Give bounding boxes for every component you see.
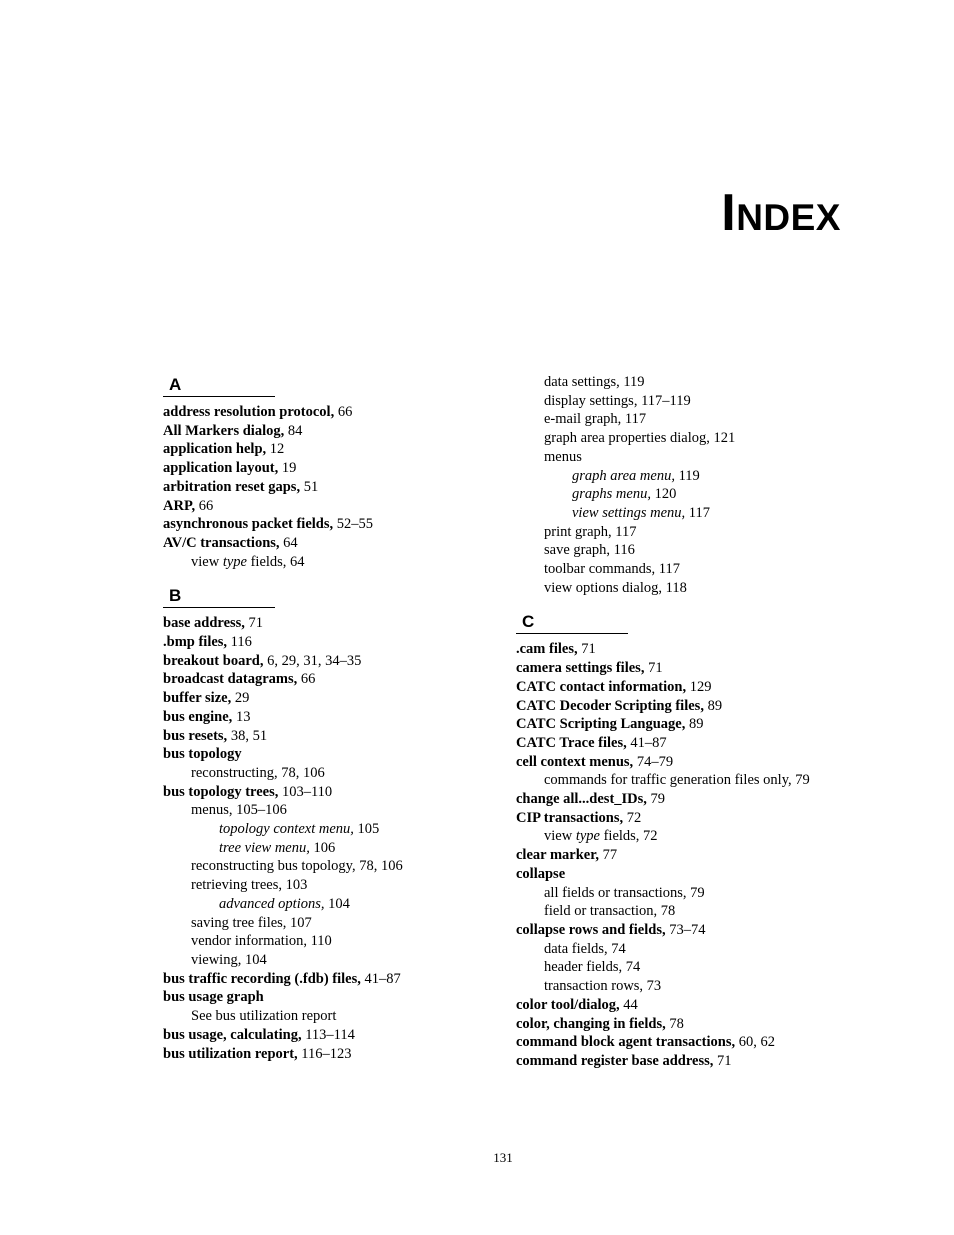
index-entry — [163, 914, 403, 933]
entry-term: header fields, 74 — [544, 959, 641, 976]
entry-pages: 41–87 — [360, 970, 401, 987]
index-entry — [163, 1007, 403, 1026]
entry-pages: 79 — [646, 791, 666, 808]
entry-term: display settings, 117–119 — [544, 392, 691, 409]
index-entry — [163, 478, 403, 497]
entry-pages: 106 — [309, 839, 336, 856]
entry-term: menus — [544, 448, 582, 465]
index-entry — [516, 678, 810, 697]
entry-pages: 71 — [577, 641, 596, 658]
entry-term: tree view menu, — [219, 839, 310, 856]
entry-pages: 29 — [231, 690, 250, 707]
entry-pages: 41–87 — [626, 734, 667, 751]
index-letter-heading: C — [516, 610, 628, 634]
index-entry — [516, 504, 810, 523]
index-entry — [163, 857, 403, 876]
entry-term: collapse — [516, 865, 566, 882]
entry-pages: 73–74 — [665, 921, 706, 938]
index-entry — [516, 715, 810, 734]
entry-term: ARP, — [163, 497, 196, 514]
index-entry — [163, 459, 403, 478]
index-entry — [516, 640, 810, 659]
entry-term: bus topology — [163, 746, 242, 763]
index-entry — [516, 884, 810, 903]
index-entry — [163, 727, 403, 746]
index-entry — [516, 697, 810, 716]
index-entry — [516, 902, 810, 921]
entry-term: color, changing in fields, — [516, 1015, 666, 1032]
index-entry — [163, 689, 403, 708]
entry-pages: 51 — [300, 478, 319, 495]
index-entry — [163, 895, 403, 914]
page-title-rest: NDEX — [736, 197, 841, 238]
entry-pages: 66 — [334, 404, 353, 420]
index-entry — [516, 996, 810, 1015]
index-entry — [163, 820, 403, 839]
index-entry — [163, 708, 403, 727]
index-entry — [516, 809, 810, 828]
entry-term: bus traffic recording (.fdb) files, — [163, 970, 361, 987]
entry-term: transaction rows, 73 — [544, 978, 662, 995]
index-entry — [516, 921, 810, 940]
entry-term: asynchronous packet fields, — [163, 516, 334, 533]
entry-term: vendor information, 110 — [191, 933, 332, 950]
entry-term: command block agent transactions, — [516, 1034, 736, 1051]
entry-term: arbitration reset gaps, — [163, 478, 301, 495]
entry-term: .bmp files, — [163, 634, 228, 651]
entry-term: saving tree files, 107 — [191, 914, 312, 931]
entry-pages: 104 — [324, 895, 350, 912]
entry-term: All Markers dialog, — [163, 422, 285, 439]
entry-term: data fields, 74 — [544, 940, 626, 957]
entry-term: command register base address, — [516, 1052, 714, 1069]
entry-term: view settings menu, — [572, 504, 686, 521]
index-entry — [516, 485, 810, 504]
index-entry — [516, 865, 810, 884]
entry-pages: 120 — [650, 486, 677, 503]
index-entry — [163, 614, 403, 633]
index-entry — [516, 410, 810, 429]
entry-pages: 113–114 — [301, 1026, 355, 1043]
entry-term: CATC Scripting Language, — [516, 716, 686, 733]
entry-term: graphs menu, — [572, 486, 651, 503]
entry-term: broadcast datagrams, — [163, 671, 298, 688]
index-entry — [163, 932, 403, 951]
index-entry — [163, 515, 403, 534]
entry-pages: 116 — [227, 634, 252, 651]
page-title-initial: I — [721, 184, 737, 242]
entry-term: base address, — [163, 615, 245, 632]
index-column-right — [516, 373, 810, 1071]
entry-term: viewing, 104 — [191, 951, 267, 968]
index-entry — [163, 497, 403, 516]
entry-term: all fields or transactions, 79 — [544, 884, 705, 901]
entry-term: retrieving trees, 103 — [191, 877, 308, 894]
entry-text: fields, 64 — [246, 553, 305, 570]
section-gap — [516, 597, 810, 610]
index-entry — [163, 1045, 403, 1064]
index-entry — [516, 373, 810, 392]
entry-term: bus utilization report, — [163, 1045, 298, 1062]
index-entry — [516, 659, 810, 678]
entry-pages: 19 — [278, 460, 297, 477]
entry-term: field or transaction, 78 — [544, 903, 676, 920]
entry-pages: 52–55 — [333, 516, 374, 533]
entry-term: data settings, 119 — [544, 374, 645, 390]
index-entry — [516, 560, 810, 579]
section-gap — [163, 571, 403, 584]
entry-term: change all...dest_IDs, — [516, 791, 647, 808]
index-entry — [516, 448, 810, 467]
entry-pages: 74–79 — [633, 753, 674, 770]
entry-pages: 105 — [353, 821, 380, 838]
index-entry — [516, 392, 810, 411]
index-entry — [516, 1052, 810, 1071]
index-entry — [163, 951, 403, 970]
index-entry — [163, 783, 403, 802]
index-entry — [516, 958, 810, 977]
index-letter-heading: A — [163, 373, 275, 397]
index-entry — [516, 429, 810, 448]
index-entry — [163, 633, 403, 652]
index-entry — [516, 523, 810, 542]
index-entry — [516, 467, 810, 486]
entry-pages: 64 — [279, 534, 298, 551]
index-letter-heading: B — [163, 584, 275, 608]
entry-term: bus usage graph — [163, 989, 264, 1006]
entry-term: CIP transactions, — [516, 809, 624, 826]
index-entry — [163, 988, 403, 1007]
index-entry — [516, 827, 810, 846]
entry-pages: 60, 62 — [735, 1034, 775, 1051]
entry-pages: 66 — [297, 671, 316, 688]
entry-term: color tool/dialog, — [516, 996, 620, 1013]
entry-term: application layout, — [163, 460, 279, 477]
entry-text: fields, 72 — [599, 828, 658, 845]
entry-text: view — [544, 828, 576, 845]
entry-term: collapse rows and fields, — [516, 921, 666, 938]
index-entry — [163, 745, 403, 764]
entry-italic-text: type — [222, 553, 247, 570]
index-entry — [516, 977, 810, 996]
index-column-left — [163, 373, 403, 1063]
entry-pages: 84 — [284, 422, 303, 439]
entry-pages: 66 — [195, 497, 214, 514]
entry-term: address resolution protocol, — [163, 404, 335, 420]
index-entry — [163, 553, 403, 572]
entry-term: menus, 105–106 — [191, 802, 287, 819]
entry-term: graph area menu, — [572, 467, 675, 484]
index-entry — [516, 541, 810, 560]
index-entry — [163, 970, 403, 989]
index-entry — [163, 839, 403, 858]
index-entry — [516, 753, 810, 772]
entry-pages: 71 — [244, 615, 264, 632]
entry-term: See bus utilization report — [191, 1008, 337, 1025]
page-title — [721, 184, 841, 242]
index-entry — [516, 1015, 810, 1034]
index-entry — [163, 534, 403, 553]
index-entry — [516, 771, 810, 790]
entry-pages: 89 — [685, 716, 704, 733]
entry-pages: 116–123 — [297, 1045, 352, 1062]
entry-term: breakout board, — [163, 652, 264, 669]
entry-pages: 103–110 — [278, 783, 333, 800]
entry-pages: 72 — [623, 809, 642, 826]
entry-term: topology context menu, — [219, 821, 354, 838]
index-entry — [163, 422, 403, 441]
index-entry — [516, 734, 810, 753]
entry-pages: 12 — [266, 441, 285, 458]
entry-term: bus usage, calculating, — [163, 1026, 302, 1043]
entry-pages: 89 — [703, 697, 723, 714]
index-entry — [516, 579, 810, 598]
entry-term: CATC contact information, — [516, 678, 687, 695]
entry-term: toolbar commands, 117 — [544, 561, 680, 578]
entry-term: view options dialog, 118 — [544, 579, 687, 596]
entry-pages: 71 — [644, 660, 663, 677]
entry-term: save graph, 116 — [544, 542, 635, 559]
entry-term: commands for traffic generation files only, 79 — [544, 772, 810, 789]
entry-term: reconstructing bus topology, 78, 106 — [191, 858, 403, 875]
entry-term: application help, — [163, 441, 267, 458]
entry-term: graph area properties dialog, 121 — [544, 430, 736, 447]
entry-pages: 44 — [619, 996, 638, 1013]
entry-italic-text: type — [575, 828, 600, 845]
entry-pages: 119 — [674, 467, 700, 484]
entry-pages: 6, 29, 31, 34–35 — [263, 652, 362, 669]
index-entry — [516, 1033, 810, 1052]
entry-term: print graph, 117 — [544, 523, 637, 540]
index-entry — [516, 940, 810, 959]
entry-term: e-mail graph, 117 — [544, 411, 647, 428]
index-entry — [163, 652, 403, 671]
entry-term: camera settings files, — [516, 660, 645, 677]
entry-term: CATC Decoder Scripting files, — [516, 697, 704, 714]
entry-pages: 117 — [685, 504, 711, 521]
entry-term: bus topology trees, — [163, 783, 279, 800]
page-number: 131 — [493, 1150, 513, 1165]
index-entry — [163, 403, 403, 422]
entry-term: .cam files, — [516, 641, 578, 658]
entry-term: advanced options, — [219, 895, 325, 912]
entry-term: bus engine, — [163, 708, 233, 725]
entry-term: bus resets, — [163, 727, 228, 744]
index-entry — [163, 801, 403, 820]
entry-term: reconstructing, 78, 106 — [191, 764, 325, 781]
entry-pages: 77 — [598, 847, 618, 864]
index-entry — [516, 846, 810, 865]
entry-pages: 78 — [665, 1015, 684, 1032]
index-entry — [163, 440, 403, 459]
entry-pages: 38, 51 — [227, 727, 268, 744]
index-entry — [516, 790, 810, 809]
entry-term: cell context menus, — [516, 753, 634, 770]
entry-pages: 129 — [686, 678, 712, 695]
entry-pages: 13 — [232, 708, 251, 725]
entry-term: CATC Trace files, — [516, 734, 627, 751]
index-entry — [163, 670, 403, 689]
entry-pages: 71 — [713, 1052, 732, 1069]
entry-text: view — [191, 553, 223, 570]
entry-term: AV/C transactions, — [163, 534, 280, 551]
index-entry — [163, 1026, 403, 1045]
entry-term: buffer size, — [163, 690, 232, 707]
index-entry — [163, 764, 403, 783]
index-entry — [163, 876, 403, 895]
entry-term: clear marker, — [516, 847, 599, 864]
